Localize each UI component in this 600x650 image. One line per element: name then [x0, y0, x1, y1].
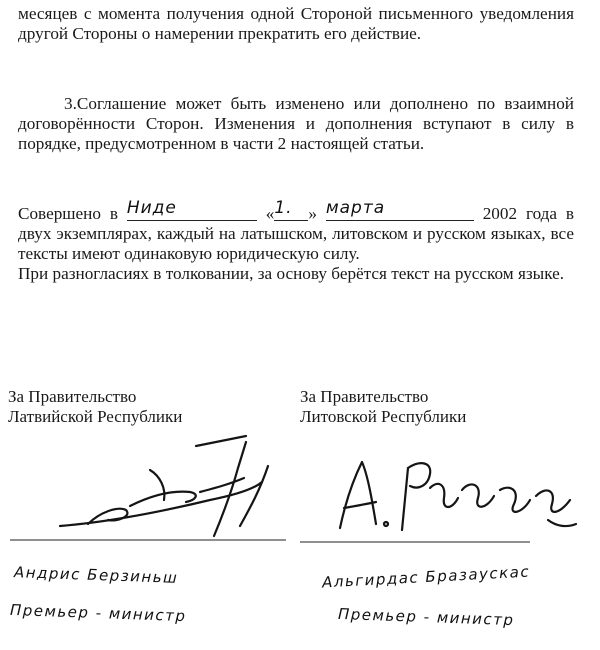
amendment-paragraph: 3.Соглашение может быть изменено или дополнено по взаимной договорённости Сторон. Изменения и дополнения вступают в силу в порядке, предусмотренном в части 2 настоящей статьи.: [18, 94, 574, 153]
latvia-signatory-title: Премьер - министр: [9, 600, 187, 626]
latvia-signatory-name: Андрис Берзиньш: [13, 563, 179, 587]
month-blank: [325, 198, 474, 221]
signing-paragraph: [18, 198, 575, 284]
copies-text: двух экземплярах, каждый на латышском, литовском и русском языках, все тексты имеют одинаковую юридическую силу.: [18, 224, 574, 263]
lithuania-government-block: [300, 387, 466, 427]
latvia-signature: [60, 436, 268, 536]
latvia-gov-line1: За Правительство: [8, 387, 137, 406]
day-blank: [274, 198, 308, 221]
place-handwritten: Ниде: [126, 198, 177, 218]
lithuania-gov-line2: Литовской Республики: [300, 407, 467, 426]
lithuania-signatory-title: Премьер - министр: [337, 604, 515, 630]
disagreement-text: При разногласиях в толковании, за основу берётся текст на русском языке.: [18, 264, 565, 283]
termination-paragraph-end: месяцев с момента получения одной Стороной письменного уведомления другой Стороны о намерении прекратить его действие.: [18, 4, 574, 43]
month-handwritten: марта: [325, 198, 386, 218]
place-blank: [126, 198, 257, 221]
lithuania-signatory-name: Альгирдас Бразаускас: [321, 562, 531, 592]
quote-close: »: [308, 204, 317, 223]
lithuania-signature: [340, 462, 576, 530]
year-text: 2002 года в: [482, 204, 575, 223]
done-in-label: Совершено в: [18, 204, 118, 223]
latvia-gov-line2: Латвийской Республики: [8, 407, 183, 426]
quote-open: «: [265, 204, 275, 223]
lithuania-gov-line1: За Правительство: [300, 387, 429, 406]
day-handwritten: 1.: [274, 198, 293, 218]
latvia-government-block: [8, 387, 182, 427]
